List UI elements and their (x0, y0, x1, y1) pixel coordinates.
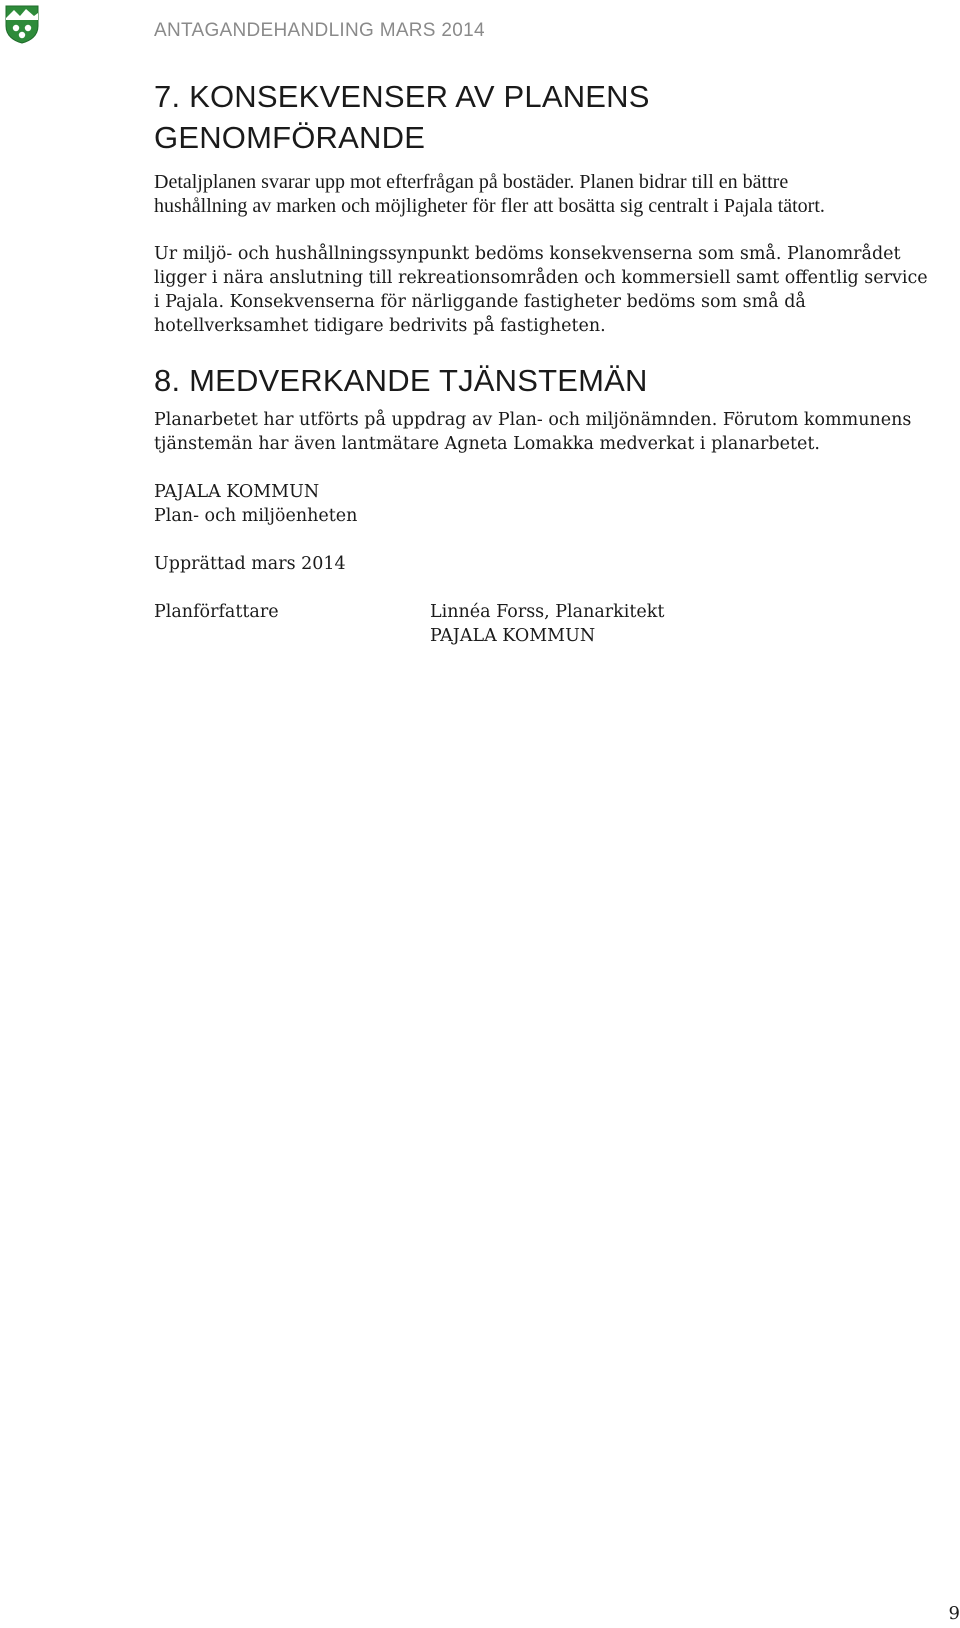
section-8-heading: 8. MEDVERKANDE TJÄNSTEMÄN (154, 363, 648, 398)
section-7-heading (154, 76, 954, 158)
paragraph-line: hushållning av marken och möjligheter för fler att bosätta sig centralt i Pajala tätort. (154, 195, 825, 217)
section-8-paragraph (154, 408, 954, 456)
author-organization: PAJALA KOMMUN (430, 626, 596, 646)
date-line: Upprättad mars 2014 (154, 554, 346, 574)
section-7-paragraph-2 (154, 242, 954, 338)
paragraph-line: Ur miljö- och hushållningssynpunkt bedöms konsekvenserna som små. Planområdet (154, 244, 901, 264)
organization-name: PAJALA KOMMUN (154, 482, 320, 502)
page-number: 9 (948, 1603, 960, 1624)
organization-block (154, 480, 954, 528)
paragraph-line: Detaljplanen svarar upp mot efterfrågan på bostäder. Planen bidrar till en bättre (154, 171, 789, 193)
running-header: ANTAGANDEHANDLING MARS 2014 (154, 20, 485, 41)
paragraph-line: hotellverksamhet tidigare bedrivits på fastigheten. (154, 316, 606, 336)
document-body (154, 76, 954, 648)
author-name: Linnéa Forss, Planarkitekt (430, 602, 665, 622)
paragraph-line: tjänstemän har även lantmätare Agneta Lomakka medverkat i planarbetet. (154, 434, 820, 454)
municipal-coat-of-arms-logo (4, 4, 40, 44)
paragraph-line: i Pajala. Konsekvenserna för närliggande fastigheter bedöms som små då (154, 292, 806, 312)
organization-unit: Plan- och miljöenheten (154, 506, 358, 526)
author-block (430, 600, 664, 648)
signature-row (154, 600, 954, 648)
paragraph-line: ligger i nära anslutning till rekreationsområden och kommersiell samt offentlig service (154, 268, 928, 288)
paragraph-line: Planarbetet har utförts på uppdrag av Plan- och miljönämnden. Förutom kommunens (154, 410, 912, 430)
section-7-heading-line-1: 7. KONSEKVENSER AV PLANENS (154, 79, 650, 114)
section-7-heading-line-2: GENOMFÖRANDE (154, 120, 426, 155)
section-7-paragraph-1 (154, 170, 954, 218)
role-label: Planförfattare (154, 602, 279, 622)
